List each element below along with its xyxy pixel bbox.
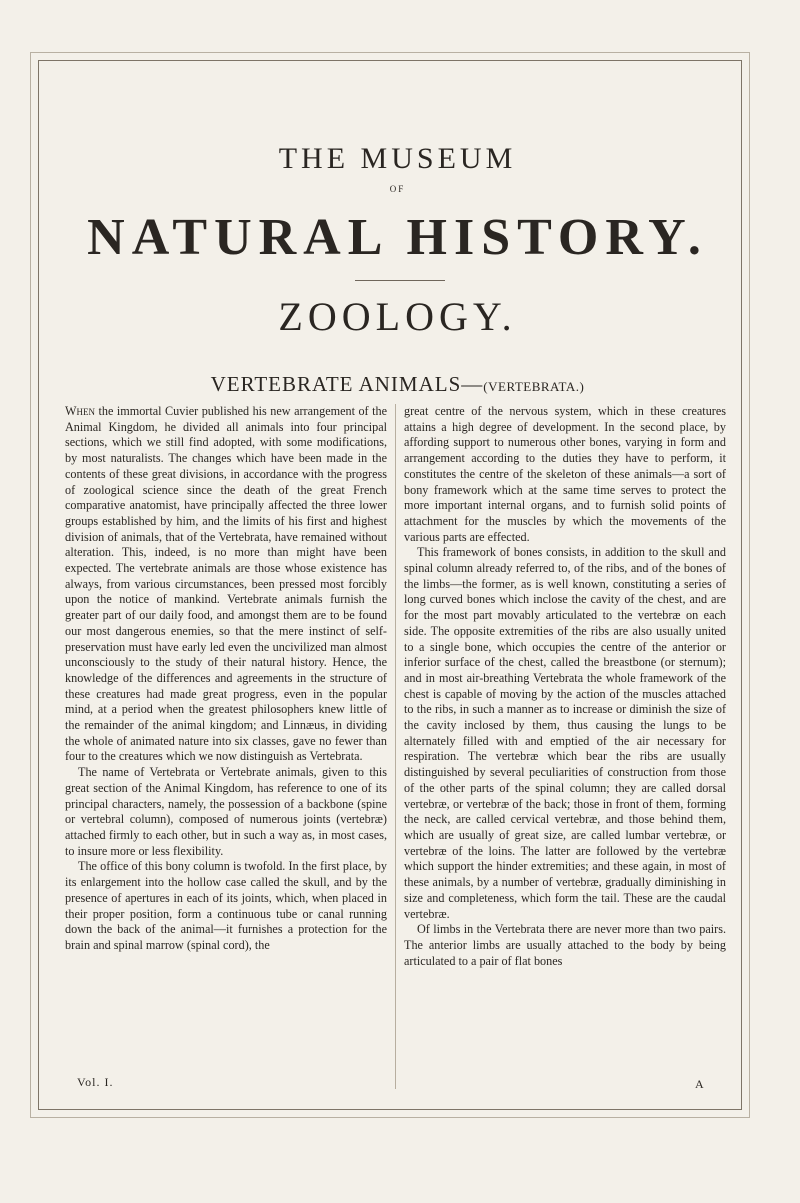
title-of: OF	[389, 184, 406, 194]
section-title	[65, 372, 730, 399]
left-paragraph-1-text: the immortal Cuvier published his new arrangement of the Animal Kingdom, he divided all animals into four principal sections, which we still find adopted, with some modifications, by most naturalists. The changes which have been made in the contents of these great divisions, in accordance with the progress of zoological science since the death of the great French comparative anatomist, have principally affected the three lower groups established by him, and the limits of his first and highest division of animals, that of the Vertebrata, have remained without alteration. This, indeed, is no more than might have been expected. The vertebrate animals are those whose existence has always, from various circumstances, been pressed most forcibly upon the notice of mankind. Vertebrate animals furnish the greater part of our daily food, and amongst them are to be found our most dangerous enemies, so that the mere instinct of self-preservation must have early led even the uncivilized man almost unconsciously to the study of their natural history. Hence, the knowledge of the differences and agreements in the structure of these creatures had made great progress, even in the popular mind, at a period when the greatest philosophers knew little of the remainder of the animal kingdom; and Linnæus, in dividing the whole of animated nature into six classes, gave no fewer than four to the creatures which we now distinguish as Vertebrata.	[65, 404, 387, 764]
title-museum: THE MUSEUM	[278, 142, 517, 175]
title-zoology: ZOOLOGY.	[278, 294, 517, 339]
drop-word: When	[65, 404, 95, 418]
left-column	[65, 404, 387, 954]
right-paragraph-1: great centre of the nervous system, which in these creatures attains a high degree of development. In the second place, by affording support to numerous other bones, varying in form and arrangement according to the duties they have to perform, it constitutes the centre of the skeleton of these animals—a sort of bony framework which at the same time serves to protect the more important internal organs, and to furnish solid points of attachment for the muscles by which the movements of the various parts are effected.	[404, 404, 726, 544]
signature-mark: A	[695, 1077, 704, 1091]
left-paragraph-3: The office of this bony column is twofold. In the first place, by its enlargement into the hollow case called the skull, and by the presence of apertures in each of its joints, which, when placed in their proper position, form a continuous tube or canal running down the back of the animal—it furnishes a protection for the brain and spinal marrow (spinal cord), the	[65, 859, 387, 952]
section-title-main: VERTEBRATE ANIMALS—	[210, 372, 484, 396]
left-paragraph-2: The name of Vertebrata or Vertebrate animals, given to this great section of the Animal Kingdom, has reference to one of its principal characters, namely, the possession of a backbone (spine or vertebral column), composed of numerous joints (vertebræ) attached firmly to each other, but in such a way as, in most cases, to insure more or less flexibility.	[65, 765, 387, 858]
left-paragraph-1	[65, 404, 387, 765]
column-divider	[395, 404, 396, 1089]
volume-mark: Vol. I.	[77, 1075, 114, 1089]
right-paragraph-2: This framework of bones consists, in addition to the skull and spinal column already referred to, of the ribs, and of the bones of the limbs—the former, as is well known, constituting a series of long curved bones which inclose the cavity of the chest, and are for the most part movably articulated to the vertebræ on each side. The opposite extremities of the ribs are also usually united to a single bone, which occupies the centre of the anterior or inferior surface of the chest, called the breastbone (or sternum); and in most air-breathing Vertebrata the whole framework of the chest is capable of moving by the action of the muscles attached to the ribs, in such a manner as to increase or diminish the size of the cavity inclosed by them, thus causing the lungs to be alternately filled with and emptied of the air necessary for respiration. The vertebræ which bear the ribs are usually distinguished by several peculiarities of construction from those of the other parts of the spinal column; they are called dorsal vertebræ, or vertebræ of the back; those in front of them, forming the neck, are called cervical vertebræ, and those behind them, which are usually of great size, are called lumbar vertebræ, or vertebræ of the loins. The latter are followed by the vertebræ which support the hinder extremities; and these again, in most of these animals, by a number of vertebræ, gradually diminishing in size and completeness, which form the tail. These are the caudal vertebræ.	[404, 545, 726, 921]
section-title-sub: (VERTEBRATA.)	[483, 379, 585, 394]
title-divider	[355, 280, 445, 281]
right-column	[404, 404, 726, 969]
title-natural-history: NATURAL HISTORY.	[87, 209, 708, 266]
right-paragraph-3: Of limbs in the Vertebrata there are never more than two pairs. The anterior limbs are usually attached to the body by being articulated to a pair of flat bones	[404, 922, 726, 968]
page-content	[65, 80, 730, 1090]
